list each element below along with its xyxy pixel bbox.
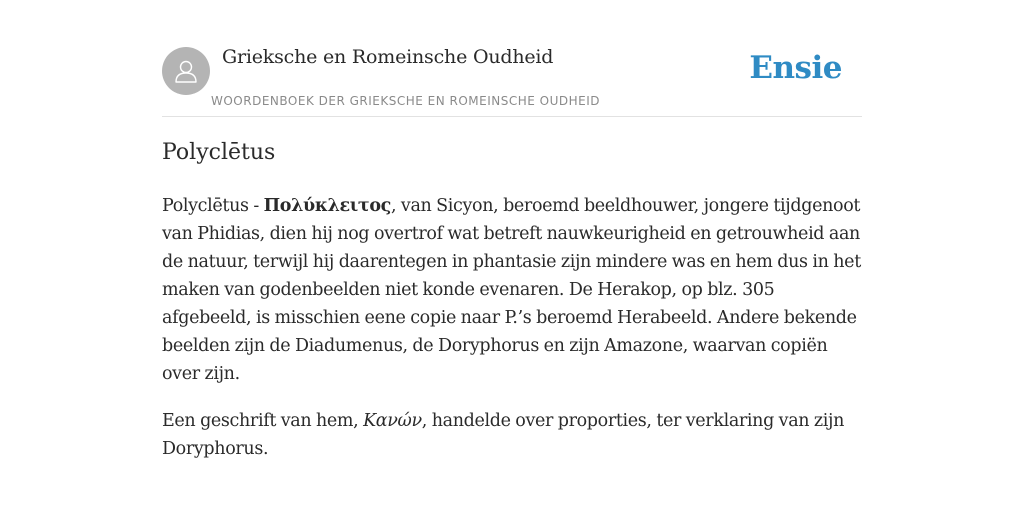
page-container xyxy=(162,0,862,459)
greek-name: Πολύκλειτος xyxy=(263,196,391,216)
entry-paragraph-2 xyxy=(162,407,862,463)
book-title[interactable]: Grieksche en Romeinsche Oudheid xyxy=(222,46,554,68)
book-subtitle: WOORDENBOEK DER GRIEKSCHE EN ROMEINSCHE OUDHEID xyxy=(211,94,601,108)
paragraph-2-text-after: , handelde over proporties, ter verklaring van zijn Doryphorus. xyxy=(162,411,845,459)
entry-title: Polyclētus xyxy=(162,140,276,165)
term-separator: - xyxy=(248,196,264,216)
paragraph-1-text: , van Sicyon, beroemd beeldhouwer, jongere tijdgenoot van Phidias, dien hij nog overtrof wat betreft nauwkeurigheid en getrouwheid aan de natuur, terwijl hij daarentegen in phantasie zijn mindere was en hem dus in het maken van godenbeelden niet konde evenaren. De Herakop, op blz. 305 afgebeeld, is misschien eene copie naar P.’s beroemd Herabeeld. Andere bekende beelden zijn de Diadumenus, de Doryphorus en zijn Amazone, waarvan copiën over zijn. xyxy=(162,196,861,384)
user-icon xyxy=(172,57,200,85)
entry-body xyxy=(162,192,862,482)
entry-paragraph-1 xyxy=(162,192,862,388)
ensie-logo[interactable]: Ensie xyxy=(749,50,842,86)
avatar[interactable] xyxy=(162,47,210,95)
paragraph-2-text-before: Een geschrift van hem, xyxy=(162,411,364,431)
entry-term: Polyclētus xyxy=(162,196,249,216)
header xyxy=(162,0,862,117)
greek-work-title: Κανών xyxy=(363,411,422,431)
